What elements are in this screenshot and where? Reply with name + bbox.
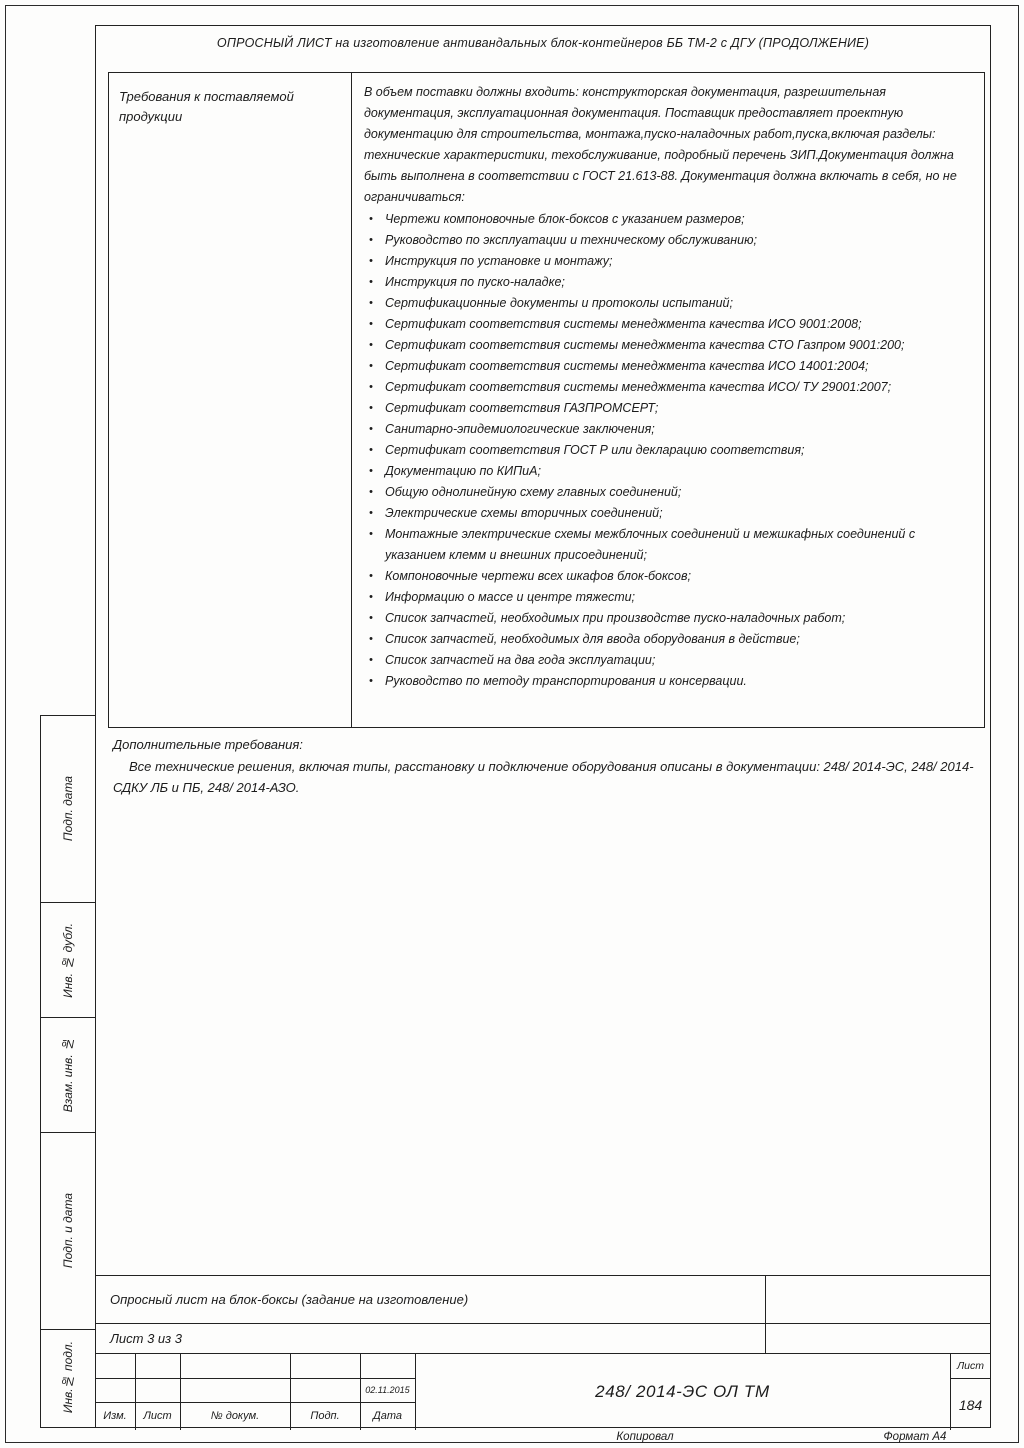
additional-requirements <box>113 734 985 798</box>
title-block-divider <box>765 1276 766 1353</box>
side-label: Взам. инв. № <box>61 1037 75 1113</box>
doc-title-cell <box>95 1276 765 1323</box>
col-label-podp: Подп. <box>310 1410 340 1422</box>
title-block <box>95 1275 991 1428</box>
requirements-label-cell <box>109 73 352 727</box>
side-cell-podp-i-data <box>41 1133 95 1330</box>
date-value: 02.11.2015 <box>365 1385 410 1395</box>
col-label-data: Дата <box>372 1410 403 1422</box>
supply-scope-intro: В объем поставки должны входить: конструкторская документация, разрешительная документация, эксплуатационная документация. Поставщик предоставляет проектную документацию для строительства, монтажа,пуско-наладочных работ,пуска,включая разделы: технические характеристики, техобслуживание, подробный перечень ЗИП.Документация должна быть выполнена в соответствии с ГОСТ 21.613-88. Документация должна включать в себя, но не ограничиваться: <box>364 85 957 204</box>
list-item: • Сертификационные документы и протоколы испытаний; <box>364 293 972 314</box>
list-item: • Список запчастей на два года эксплуатации; <box>364 650 972 671</box>
list-item: • Список запчастей, необходимых при производстве пуско-наладочных работ; <box>364 608 972 629</box>
sheet-info-cell <box>95 1323 765 1353</box>
list-item: • Руководство по эксплуатации и техническому обслуживанию; <box>364 230 972 251</box>
list-item: • Сертификат соответствия системы менеджмента качества ИСО 9001:2008; <box>364 314 972 335</box>
list-item: • Руководство по методу транспортирования и консервации. <box>364 671 972 692</box>
side-cell-podp-data <box>41 716 95 903</box>
requirements-content-cell <box>352 73 984 727</box>
page-title: ОПРОСНЫЙ ЛИСТ на изготовление антивандальных блок-контейнеров ББ ТМ-2 с ДГУ (ПРОДОЛЖЕНИЕ) <box>216 36 870 50</box>
list-item: • Сертификат соответствия системы менеджмента качества ИСО 14001:2004; <box>364 356 972 377</box>
list-item: • Чертежи компоновочные блок-боксов с указанием размеров; <box>364 209 972 230</box>
list-item: • Монтажные электрические схемы межблочных соединений и межшкафных соединений с указанием клемм и внешних присоединений; <box>364 524 972 566</box>
format-label: Формат А4 <box>883 1431 947 1443</box>
list-item: • Список запчастей, необходимых для ввода оборудования в действие; <box>364 629 972 650</box>
frame-side-column <box>40 715 95 1428</box>
list-item: • Санитарно-эпидемиологические заключения; <box>364 419 972 440</box>
document-number: 248/ 2014-ЭС ОЛ ТМ <box>595 1382 770 1401</box>
list-item: • Общую однолинейную схему главных соединений; <box>364 482 972 503</box>
side-cell-inv-podl <box>41 1330 95 1425</box>
side-label: Подп. дата <box>61 776 75 842</box>
list-item: • Инструкция по пуско-наладке; <box>364 272 972 293</box>
col-label-dokum: № докум. <box>210 1410 260 1422</box>
sheet-word-label: Лист <box>950 1354 991 1379</box>
supply-items-list <box>364 209 972 692</box>
additional-requirements-text: Все технические решения, включая типы, расстановку и подключение оборудования описаны в документации: 248/ 2014-ЭС, 248/ 2014-СДКУ ЛБ и ПБ, 248/ 2014-АЗО. <box>113 759 974 795</box>
sheet-info: Лист 3 из 3 <box>110 1330 183 1346</box>
doc-title: Опросный лист на блок-боксы (задание на изготовление) <box>110 1292 469 1307</box>
list-item: • Сертификат соответствия ГАЗПРОМСЕРТ; <box>364 398 972 419</box>
copied-by-label: Копировал <box>616 1431 674 1443</box>
additional-requirements-heading: Дополнительные требования: <box>113 737 303 752</box>
stamp-table <box>95 1353 991 1429</box>
list-item: • Сертификат соответствия ГОСТ Р или декларацию соответствия; <box>364 440 972 461</box>
sheet-number-block <box>950 1354 991 1430</box>
side-label: Инв. № дубл. <box>61 922 75 998</box>
col-label-izm: Изм. <box>103 1410 127 1422</box>
list-item: • Электрические схемы вторичных соединений; <box>364 503 972 524</box>
side-label: Инв.№ подл. <box>61 1341 75 1414</box>
list-item: • Документацию по КИПиА; <box>364 461 972 482</box>
list-item: • Инструкция по установке и монтажу; <box>364 251 972 272</box>
list-item: • Компоновочные чертежи всех шкафов блок-боксов; <box>364 566 972 587</box>
side-cell-vzam-inv <box>41 1018 95 1133</box>
side-cell-inv-dubl <box>41 903 95 1018</box>
sheet-number: 184 <box>958 1396 983 1413</box>
side-label: Подп. и дата <box>61 1193 75 1269</box>
list-item: • Сертификат соответствия системы менеджмента качества ИСО/ ТУ 29001:2007; <box>364 377 972 398</box>
requirements-label: Требования к поставляемой продукции <box>119 89 294 124</box>
list-item: • Информацию о массе и центре тяжести; <box>364 587 972 608</box>
col-label-list: Лист <box>143 1410 172 1422</box>
requirements-table <box>108 72 985 728</box>
list-item: • Сертификат соответствия системы менеджмента качества СТО Газпром 9001:200; <box>364 335 972 356</box>
